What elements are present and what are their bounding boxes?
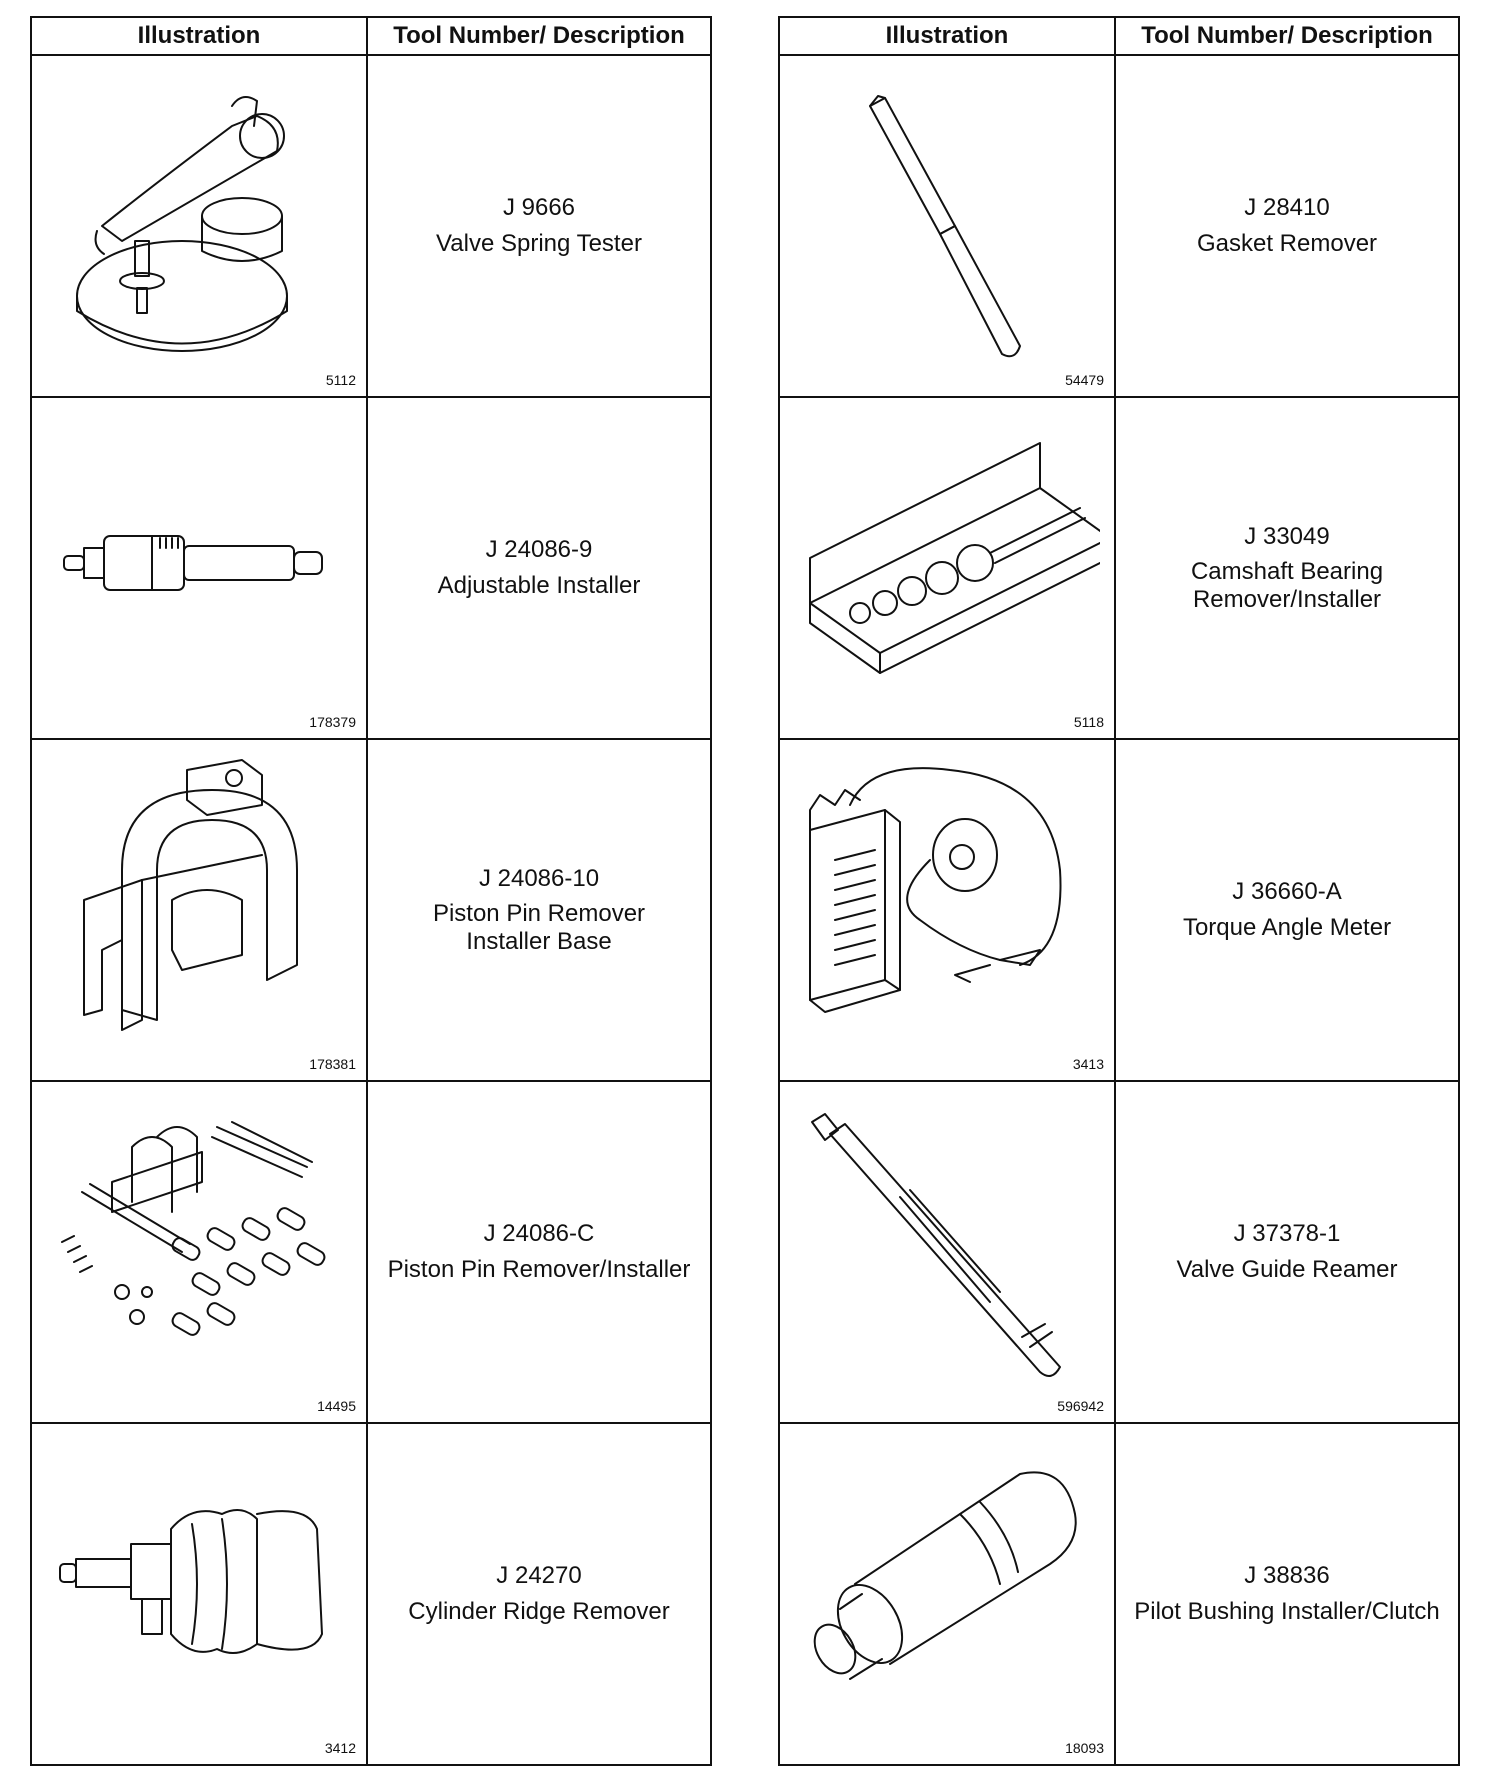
tool-description: Gasket Remover [1196,230,1378,257]
table-row [31,55,711,397]
description-header: Tool Number/ Description [367,17,711,55]
figure-number: 178381 [309,1056,356,1072]
illustration-cell [779,55,1115,397]
illustration-header: Illustration [31,17,367,55]
table-row [779,397,1459,739]
figure-number: 18093 [1065,1740,1104,1756]
pilot-bushing-installer-icon [790,1434,1100,1734]
illustration-cell [31,739,367,1081]
description-cell [1115,55,1459,397]
camshaft-bearing-kit-icon [790,408,1100,708]
tool-number: J 24086-C [483,1220,595,1248]
figure-number: 3412 [324,1740,356,1756]
left-tools-table [30,16,712,1766]
valve-spring-tester-icon [42,66,352,366]
description-cell [367,1081,711,1423]
figure-number: 3413 [1072,1056,1104,1072]
description-cell [1115,1081,1459,1423]
table-row [31,397,711,739]
tool-description: Valve Guide Reamer [1176,1256,1398,1283]
description-header: Tool Number/ Description [1115,17,1459,55]
tool-description: Cylinder Ridge Remover [408,1598,670,1625]
cylinder-ridge-remover-icon [42,1434,352,1734]
table-row [779,1081,1459,1423]
tool-description: Torque Angle Meter [1182,914,1392,941]
illustration-cell [779,1423,1115,1765]
illustration-cell [31,1081,367,1423]
tool-number: J 24086-10 [478,864,600,892]
table-row [779,739,1459,1081]
illustration-cell [31,55,367,397]
tool-description: Adjustable Installer [437,572,641,599]
description-cell [367,1423,711,1765]
tool-description: Valve Spring Tester [436,230,642,257]
description-cell [1115,739,1459,1081]
table-row [779,1423,1459,1765]
figure-number: 14495 [317,1398,356,1414]
description-cell [367,397,711,739]
figure-number: 596942 [1057,1398,1104,1414]
right-tools-table [778,16,1460,1766]
illustration-cell [779,397,1115,739]
figure-number: 5118 [1073,714,1104,730]
piston-pin-kit-icon [42,1092,352,1392]
figure-number: 54479 [1065,372,1104,388]
description-cell [367,739,711,1081]
tool-description: Camshaft Bearing Remover/Installer [1190,558,1384,613]
illustration-cell [31,1423,367,1765]
tool-number: J 37378-1 [1233,1220,1341,1248]
illustration-cell [31,397,367,739]
tool-number: J 38836 [1244,1562,1330,1590]
illustration-cell [779,739,1115,1081]
tool-description: Piston Pin Remover/Installer [387,1256,691,1283]
figure-number: 5112 [325,372,356,388]
figure-number: 178379 [309,714,356,730]
table-header-row [31,17,711,55]
torque-angle-meter-icon [790,750,1100,1050]
illustration-cell [779,1081,1115,1423]
tool-number: J 33049 [1244,522,1330,550]
tool-number: J 24086-9 [485,536,593,564]
table-row [31,739,711,1081]
tool-number: J 28410 [1244,194,1330,222]
table-row [31,1081,711,1423]
tool-description: Piston Pin Remover Installer Base [432,900,646,955]
tool-number: J 9666 [502,194,576,222]
adjustable-installer-icon [42,408,352,708]
tool-number: J 36660-A [1232,878,1342,906]
table-row [31,1423,711,1765]
description-cell [1115,397,1459,739]
tool-number: J 24270 [496,1562,582,1590]
piston-pin-installer-base-icon [42,750,352,1050]
gasket-remover-icon [790,66,1100,366]
description-cell [1115,1423,1459,1765]
table-header-row [779,17,1459,55]
table-row [779,55,1459,397]
valve-guide-reamer-icon [790,1092,1100,1392]
description-cell [367,55,711,397]
tool-description: Pilot Bushing Installer/Clutch [1134,1598,1440,1625]
illustration-header: Illustration [779,17,1115,55]
